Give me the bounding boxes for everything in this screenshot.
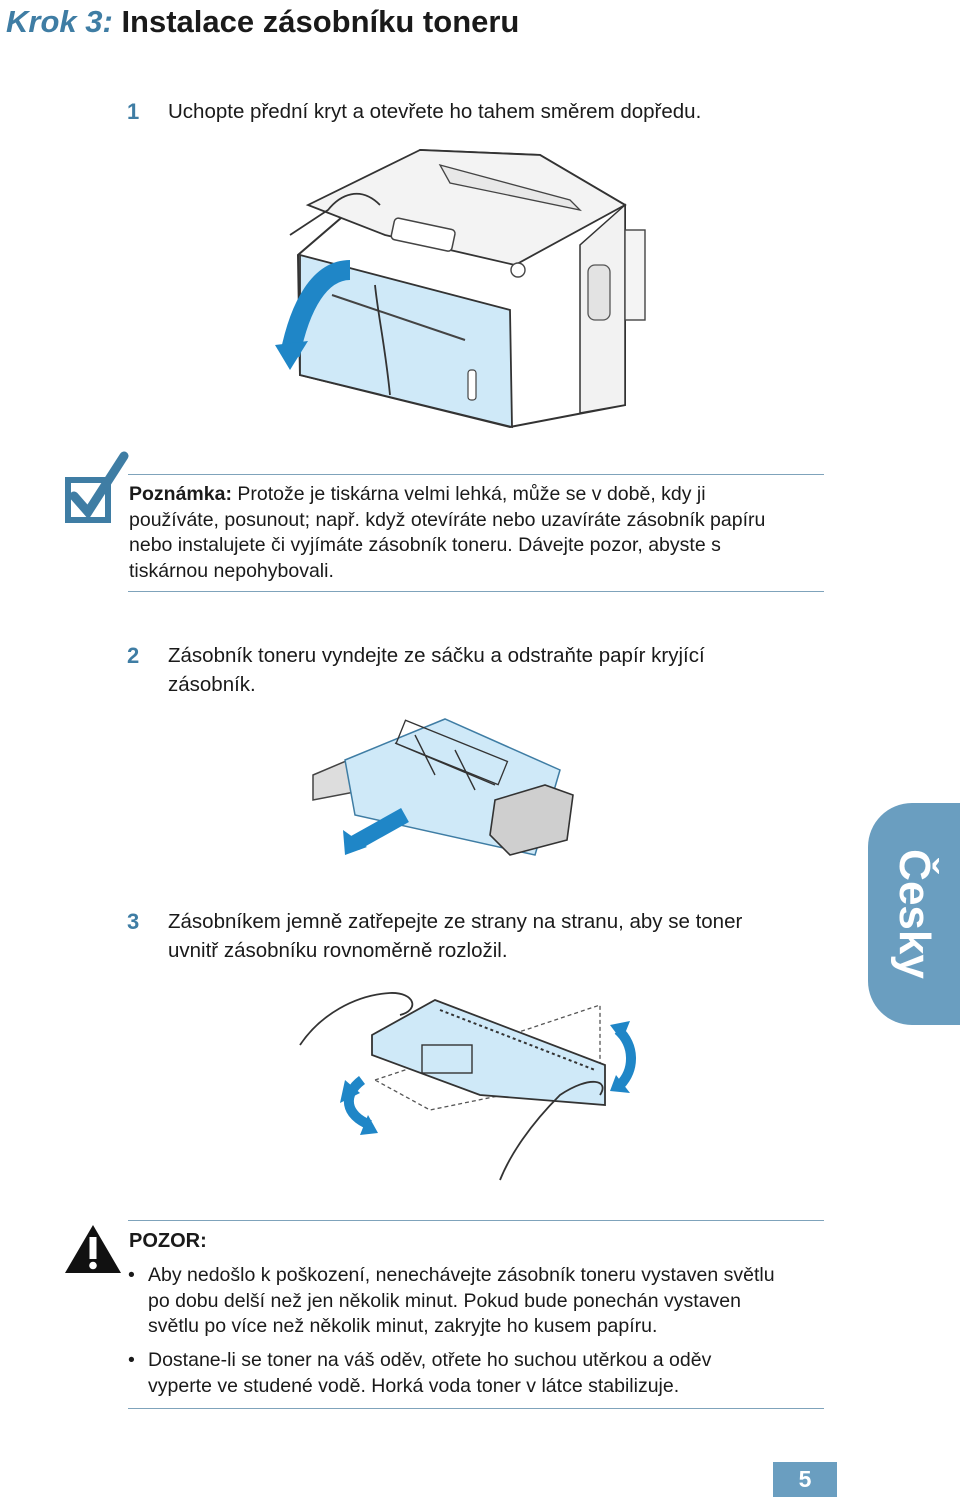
step-2-line-1: Zásobník toneru vyndejte ze sáčku a odstraňte papír kryjící [168,644,705,667]
caution-bullet-1-line-3: světlu po více než několik minut, zakryjte ho kusem papíru. [148,1315,658,1337]
caution-bullet-2 [128,1348,828,1402]
caution-bullet-2-line-2: vyperte ve studené vodě. Horká voda toner v látce stabilizuje. [148,1374,680,1397]
caution-bullet-1 [128,1263,828,1343]
step-3-text [168,907,868,965]
step-3-line-1: Zásobníkem jemně zatřepejte ze strany na stranu, aby se toner [168,910,743,933]
caution-bullet-2-text [148,1348,828,1399]
shake-cartridge-illustration [300,985,645,1185]
step-3-line-2: uvnitř zásobníku rovnoměrně rozložil. [168,939,508,962]
step-2-text [168,641,868,699]
step-1-text: Uchopte přední kryt a otevřete ho tahem směrem dopředu. [168,100,702,123]
language-tab-label: Česky [890,849,939,979]
note-label: Poznámka: [129,483,232,505]
warning-triangle-icon [63,1223,123,1275]
step-2-line-2: zásobník. [168,673,256,696]
note-line-1: Protože je tiskárna velmi lehká, může se v době, kdy ji [237,483,706,505]
caution-bullet-2-line-1: Dostane-li se toner na váš oděv, otřete ho suchou utěrkou a oděv [148,1349,712,1371]
toner-bag-illustration [305,715,580,865]
language-tab [868,803,960,1025]
note-bottom-rule [128,591,824,592]
bullet-dot: • [128,1349,135,1371]
page-number: 5 [773,1462,837,1497]
note-top-rule [128,474,824,475]
heading-title: Instalace zásobníku toneru [121,4,520,39]
step-3-number: 3 [127,909,140,934]
caution-bottom-rule [128,1408,824,1409]
note-line-3: nebo instalujete či vyjímáte zásobník toneru. Dávejte pozor, abyste s [129,534,721,556]
step-1-number: 1 [127,99,140,124]
caution-title: POZOR: [129,1230,207,1252]
heading-step-label: Krok 3: [6,4,113,39]
note-text [129,482,829,584]
caution-top-rule [128,1220,824,1221]
printer-illustration [280,145,660,435]
checkmark-icon [62,452,130,528]
caution-bullet-1-line-2: po dobu delší než jen několik minut. Pokud bude ponechán vystaven [148,1289,741,1312]
page-heading [6,2,519,42]
step-2-number: 2 [127,643,140,668]
caution-bullet-1-line-1: Aby nedošlo k poškození, nenechávejte zásobník toneru vystaven světlu [148,1264,775,1286]
bullet-dot: • [128,1264,135,1286]
note-line-2: používáte, posunout; např. když otevíráte nebo uzavíráte zásobník papíru [129,508,766,531]
note-line-4: tiskárnou nepohybovali. [129,559,334,582]
caution-bullet-1-text [148,1263,828,1340]
